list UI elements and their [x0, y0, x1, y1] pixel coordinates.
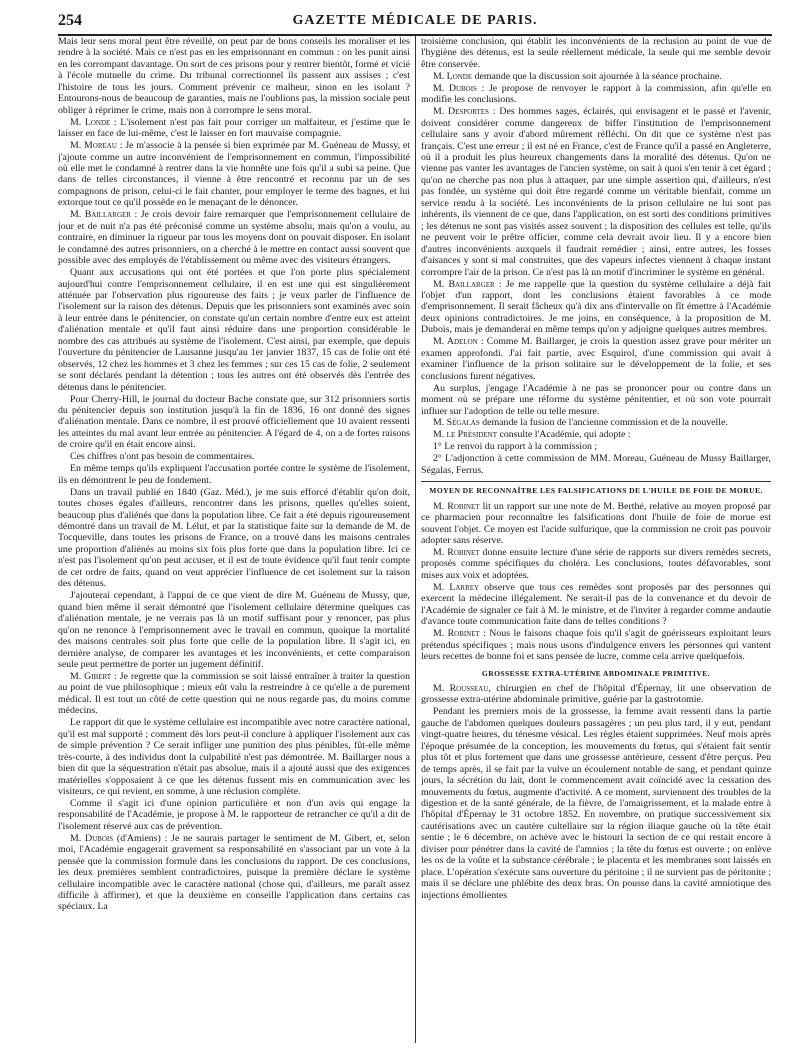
- page-header: [58, 10, 772, 36]
- speaker-name: M. Dubois: [433, 82, 477, 94]
- paragraph: Dans un travail publié en 1840 (Gaz. Méd.), je me suis efforcé d'établir qu'on doit, toutes choses égales d'ailleurs, rencontrer dans les prisons, quelles qu'elles soient, beaucoup plus d'aliénés que dans la population libre. Ce fait a été depuis rigoureusement démontré dans un travail de M. Lélut, et par la statistique faite sur la demande de M. de Tocqueville, dans toutes les prisons de France, on a trouvé dans les maisons centrales une proportion d'aliénés au moins six fois plus forte que dans la population libre. Ici ce n'est pas l'isolement qu'on peut accuser, et il est de toute évidence qu'il faut tenir compte de cet ordre de faits, quand on veut apprécier l'influence de cet isolement sur la raison des détenus.: [58, 486, 410, 590]
- resolution-item: 2° L'adjonction à cette commission de MM. Moreau, Guéneau de Mussy Baillarger, Ségalas, Ferrus.: [421, 453, 771, 476]
- speaker-name: M. Ségalas: [433, 417, 480, 429]
- speech-text: : L'isolement n'est pas fait pour corriger un malfaiteur, et j'estime que le laisser en face de lui-même, c'est le laisser en fort mauvaise compagnie.: [58, 116, 410, 140]
- speech-paragraph: [421, 501, 771, 547]
- paragraph: Comme il s'agit ici d'une opinion particulière et non d'un avis qui engage la responsabilité de l'Académie, je propose à M. le rapporteur de retrancher ce qu'il a dit de l'isolement réservé aux cas de prévention.: [58, 797, 410, 832]
- speaker-name: M. Baillarger: [70, 209, 131, 221]
- speaker-name: M. Baillarger: [433, 278, 495, 290]
- speech-paragraph: [58, 140, 410, 209]
- paragraph: troisième conclusion, qui établit les inconvénients de la reclusion au point de vue de l'hygiène des détenus, est la seule réellement médicale, la seule qui me semble devoir être conservée.: [421, 36, 771, 70]
- speech-paragraph: [421, 547, 771, 581]
- speech-text: : Comme M. Baillarger, je crois la question assez grave pour mériter un examen approfondi. J'ai fait partie, avec Esquirol, d'une commission qui avait à examiner l'influence de la prison solitaire sur le développement de la folie, et ses conclusions furent négatives.: [421, 336, 771, 382]
- speaker-name: M. Gibert: [70, 670, 112, 682]
- speech-paragraph: [58, 833, 410, 913]
- speech-paragraph: [421, 71, 771, 82]
- speaker-name: M. Larrey: [433, 581, 480, 593]
- speech-paragraph: [58, 209, 410, 266]
- column-divider: [415, 36, 416, 1043]
- speech-paragraph: [421, 336, 771, 382]
- speech-paragraph: [58, 117, 410, 140]
- speech-text: donne ensuite lecture d'une série de rapports sur divers remèdes secrets, proposés comme spécifiques du choléra. Les conclusions, toutes défavorables, sont mises aux voix et adoptées.: [421, 546, 771, 581]
- paragraph: Mais leur sens moral peut être réveillé, on peut par de bons conseils les moraliser et les rendre à la société. Mais ce n'est pas en les emprisonnant en commun : on les punit ainsi en les corrompant davantage. On sort de ces prisons pour y rentrer bientôt, formé et vicié à l'école mutuelle du crime. Du tribunal correctionnel ils passent aux assises ; c'est l'histoire de tous les jours. Comment prévenir ce malheur, sinon en les isolant ? Entourons-nous de beaucoup de garanties, mais ne l'oublions pas, la mission sociale peut obliger à réprimer le crime, mais non à corrompre le sens moral.: [58, 36, 410, 116]
- speech-text: : Je regrette que la commission se soit laissé entraîner à traiter la question au point de vue philosophique ; mieux eût valu la restreindre à ce qu'elle a de purement médical. Il est tout un côté de cette question qui ne nous regarde pas, du moins comme médecins.: [58, 670, 410, 717]
- paragraph: Ces chiffres n'ont pas besoin de commentaires.: [70, 451, 255, 463]
- speech-text: : Nous le faisons chaque fois qu'il s'agit de guérisseurs exploitant leurs prétendus spécifiques ; mais nous usons d'indulgence envers les personnes qui vantent leurs recettes de bonne foi et sans pensée de lucre, comme cela arrive quelquefois.: [421, 628, 771, 663]
- speech-paragraph: [421, 106, 771, 278]
- speech-text: consulte l'Académie, qui adopte :: [497, 429, 631, 441]
- paragraph: Au surplus, j'engage l'Académie à ne pas se prononcer pour ou contre dans un moment où se prépare une réforme du système pénitentier, et où son vote pourrait influer sur l'adoption de telle ou telle mesure.: [421, 382, 771, 417]
- speech-paragraph: [421, 582, 771, 628]
- speech-paragraph: [421, 628, 771, 662]
- speaker-name: M. Robinet: [433, 628, 480, 640]
- speaker-name: M. Dubois: [70, 832, 114, 844]
- speech-paragraph: [421, 683, 771, 706]
- speaker-name: M. Londe: [433, 70, 473, 82]
- speech-paragraph: [421, 279, 771, 336]
- speech-paragraph: [421, 83, 771, 106]
- speaker-name: M. Desportes: [433, 106, 489, 118]
- speech-paragraph: [58, 671, 410, 717]
- speech-paragraph: [421, 417, 771, 428]
- speaker-name: M. Robinet: [433, 546, 480, 558]
- speech-text: observe que tous ces remèdes sont proposés par des personnes qui exercent la médecine illégalement. Ne serait-il pas de la convenance et du devoir de l'Académie de signaler ce fait à M. le ministre, et de l'inviter à regarder comme andautie d'avance toute communication faite dans de telles conditions ?: [421, 581, 771, 628]
- running-title: GAZETTE MÉDICALE DE PARIS.: [292, 13, 538, 28]
- speech-text: : Je me rappelle que la question du système cellulaire a déjà fait l'objet d'un rapport, dont les conclusions étaient favorables à ce mode d'emprisonnement. Il serait fâcheux qu'à dix ans d'intervalle on fît émettre à l'Académie deux opinions contradictoires. Je me joins, en conséquence, à la proposition de M. Dubois, mais je demanderai en même temps qu'on y adjoigne quelques autres membres.: [421, 278, 771, 336]
- paragraph: Le rapport dit que le système cellulaire est incompatible avec notre caractère national, qu'il est mal supporté ; comment dès lors peut-il conclure à appliquer l'isolement aux cas de simple prévention ? Ce serait infliger une punition des plus pénibles, fût-elle même très-courte, à des individus dont la culpabilité n'est pas démontrée. M. Baillarger nous a bien dit que la séquestration n'était pas absolue, mais il a ajouté aussi que des exigences matérielles s'opposaient à ce que les détenus fussent mis en communication avec les visiteurs, ce qui revient, en somme, à une réclusion complète.: [58, 717, 410, 797]
- speaker-name: M. Adelon: [433, 336, 478, 348]
- speech-text: demande que la discussion soit ajournée à la séance prochaine.: [472, 70, 722, 82]
- paragraph: Pendant les premiers mois de la grossesse, la femme avait ressenti dans la partie gauche de l'abdomen quelques douleurs passagères ; un peu plus tard, il y eut, pendant vingt-quatre heures, du ténesme vésical. Les règles étaient supprimées. Neuf mois après l'époque présumée de la conception, les mouvements du fœtus, qui s'étaient fait sentir plus tôt et plus fortement que dans une grossesse antérieure, cessent d'être perçus. Peu de temps après, il se fait par la vulve un écoulement notable de sang, et pendant quinze jours, la sécrétion du lait, dont le commencement avait coïncidé avec la cessation des mouvements du fœtus, augmente d'activité. A ce moment, surviennent des troubles de la digestion et de la santé générale, de la fièvre, de l'amaigrissement, et la malade entre à l'hôpital d'Épernay le 31 octobre 1852. En novembre, on pratique successivement six cautérisations avec un cautère cultellaire sur la région iliaque gauche où la tête était sentie ; le 6 décembre, on achève avec le bistouri la section de ce qui restait encore à diviser pour pénétrer dans la cavité de l'amnios ; la tête du fœtus est ouverte ; on enlève les os de la voûte et la substance cérébrale ; le placenta et les membranes sont laissés en place. L'opération s'exécute sans ouverture du péritoine ; il ne survient pas de péritonite ; mais il se déclare une phlébite des deux bras. On pousse dans la cavité amniotique des injections émollientes: [421, 706, 771, 901]
- speech-text: lit un rapport sur une note de M. Berthé, relative au moyen proposé par ce pharmacien pour reconnaître les falsifications dont l'huile de foie de morue est souvent l'objet. Ce moyen est l'acide sulfurique, que la commission ne croit pas pouvoir adopter sans réserve.: [421, 500, 771, 547]
- speaker-name: M. Moreau: [70, 140, 117, 152]
- paragraph: En même temps qu'ils expliquent l'accusation portée contre le système de l'isolement, ils en démontrent le peu de fondement.: [58, 463, 410, 486]
- paragraph: Pour Cherry-Hill, le journal du docteur Bache constate que, sur 312 prisonniers sortis du pénitencier depuis son institution jusqu'à la fin de 1836, 16 ont donné des signes d'aliénation mentale. Dans ce nombre, il est prouvé officiellement que 10 avaient ressenti les atteintes du mal avant leur entrée au pénitencier. A l'égard de 4, on a de fortes raisons de croire qu'il en était encore ainsi.: [58, 393, 410, 451]
- left-column: [58, 36, 410, 1043]
- page-number: 254: [58, 12, 82, 29]
- speaker-name: M. Robinet: [433, 500, 480, 512]
- speech-text: : Je propose de renvoyer le rapport à la commission, afin qu'elle en modifie les conclusions.: [421, 82, 771, 106]
- paragraph: Quant aux accusations qui ont été portées et que l'on porte plus spécialement aujourd'hui contre l'emprisonnement cellulaire, il en est une qui est singulièrement atténuée par l'observation plus rigoureuse des faits ; je veux parler de l'influence de l'isolement sur la raison des détenus. Depuis que les prisonniers sont examinés avec soin à leur entrée dans le pénitencier, on constate qu'un certain nombre d'entre eux est atteint d'aliénation mentale et qu'il faut ainsi réduire dans une proportion considérable le nombre des cas attribués au système de l'isolement. C'est ainsi, par exemple, que depuis l'ouverture du pénitencier de Lausanne jusqu'au 1er janvier 1837, 15 cas de folie ont été observés, 12 chez les hommes et 3 chez les femmes ; sur ces 15 cas de folie, 2 seulement se sont déclarés pendant la détention ; tous les autres ont été observés dès l'entrée des détenus dans le pénitencier.: [58, 267, 410, 393]
- right-column: [421, 36, 771, 1043]
- speech-paragraph: [421, 429, 771, 440]
- speaker-name: M. le Président: [433, 429, 497, 441]
- section-heading: GROSSESSE EXTRA-UTÉRINE ABDOMINALE PRIMITIVE.: [481, 668, 711, 678]
- section-heading: MOYEN DE RECONNAÎTRE LES FALSIFICATIONS DE L'HUILE DE FOIE DE MORUE.: [421, 481, 771, 496]
- speech-text: : Des hommes sages, éclairés, qui envisagent et le passé et l'avenir, doivent considérer comme dangereux de biffer l'institution de l'emprisonnement cellulaire sans y avoir d'abord mûrement réfléchi. On dit que ce système n'est pas français. C'est une erreur ; il est né en France, c'est de France qu'il a passé en Angleterre, où il a produit les plus heureux changements dans la moralité des détenus. Qu'on ne vienne pas vanter les avantages de l'ancien système, on sait à quoi s'en tenir à cet égard ; qu'on ne cherche pas non plus à attaquer, par une simple assertion qui, d'ailleurs, n'est pas fondée, un système qui doit être regardé comme un véritable bienfait, comme un service rendu à la société. Les inconvénients de la prison cellulaire ne lui sont pas inhérents, ils viennent de ce que, dans l'application, on est sorti des conditions primitives ; les détenus ne sont pas visités assez souvent ; la disposition des cellules est telle, qu'ils ne peuvent voir le prêtre officier, comme cela devrait avoir lieu. Il y a encore bien d'autres inconvénients auxquels il faudrait remédier ; ainsi, entre autres, les fosses d'aisances y sont si mal construites, que des vapeurs infectes viennent à chaque instant corrompre l'air de la prison. Ce n'est pas là un motif d'incriminer le système en général.: [421, 106, 771, 278]
- speech-text: : Je m'associe à la pensée si bien exprimée par M. Guéneau de Mussy, et j'ajoute comme un autre inconvénient de l'emprisonnement en commun, l'impossibilité où elle met le condamné à rentrer dans la vie honnête une fois qu'il a subi sa peine. Que dans de telles circonstances, il vienne à être rencontré et reconnu par un de ses compagnons de prison, celui-ci le fait chanter, pour employer le terme des bagnes, et lui extorque tout ce qu'il possède en le menaçant de le dénoncer.: [58, 140, 410, 209]
- speech-text: : Je crois devoir faire remarquer que l'emprisonnement cellulaire de jour et de nuit n'a pas été préconisé comme un système absolu, mais qu'on a voulu, au contraire, en diminuer la rigueur par tous les moyens dont on pouvait disposer. En isolant le condamné des autres prisonniers, on a cherché à le mettre en contact aussi souvent que possible avec des employés de l'établissement ou même avec des visiteurs étrangers.: [58, 209, 410, 267]
- paragraph: J'ajouterai cependant, à l'appui de ce que vient de dire M. Guéneau de Mussy, que, quand bien même il serait démontré que l'isolement cellulaire détermine quelques cas d'aliénation mentale, je ne verrais pas là un motif suffisant pour y renoncer, pas plus qu'on ne renonce à l'emprisonnement avec le travail en commun, quoique la mortalité des maisons centrales soit plus forte que celle de la population libre. Il s'agit ici, en dernière analyse, de comparer les avantages et les inconvénients, et cette comparaison seule peut permettre de porter un jugement définitif.: [58, 590, 410, 670]
- speech-text: (d'Amiens) : Je ne saurais partager le sentiment de M. Gibert, et, selon moi, l'Académie engagerait gravement sa responsabilité en s'associant par un vote à la pensée que la commission formule dans les conclusions du rapport. De ces conclusions, les deux premières semblent contradictoires, puisque la première déclare le système cellulaire incompatible avec le caractère national (chose qui, d'ailleurs, me paraît assez difficile à affirmer), et que la deuxième en conseille l'application dans certains cas spéciaux. La: [58, 832, 410, 913]
- resolution-item: 1° Le renvoi du rapport à la commission ;: [433, 441, 598, 453]
- speech-text: , chirurgien en chef de l'hôpital d'Épernay, lit une observation de grossesse extra-utérine abdominale primitive, guérie par la gastrotomie.: [421, 682, 771, 706]
- speaker-name: M. Rousseau: [433, 682, 489, 694]
- speech-text: demande la fusion de l'ancienne commission et de la nouvelle.: [479, 417, 728, 429]
- speaker-name: M. Londe: [70, 116, 111, 128]
